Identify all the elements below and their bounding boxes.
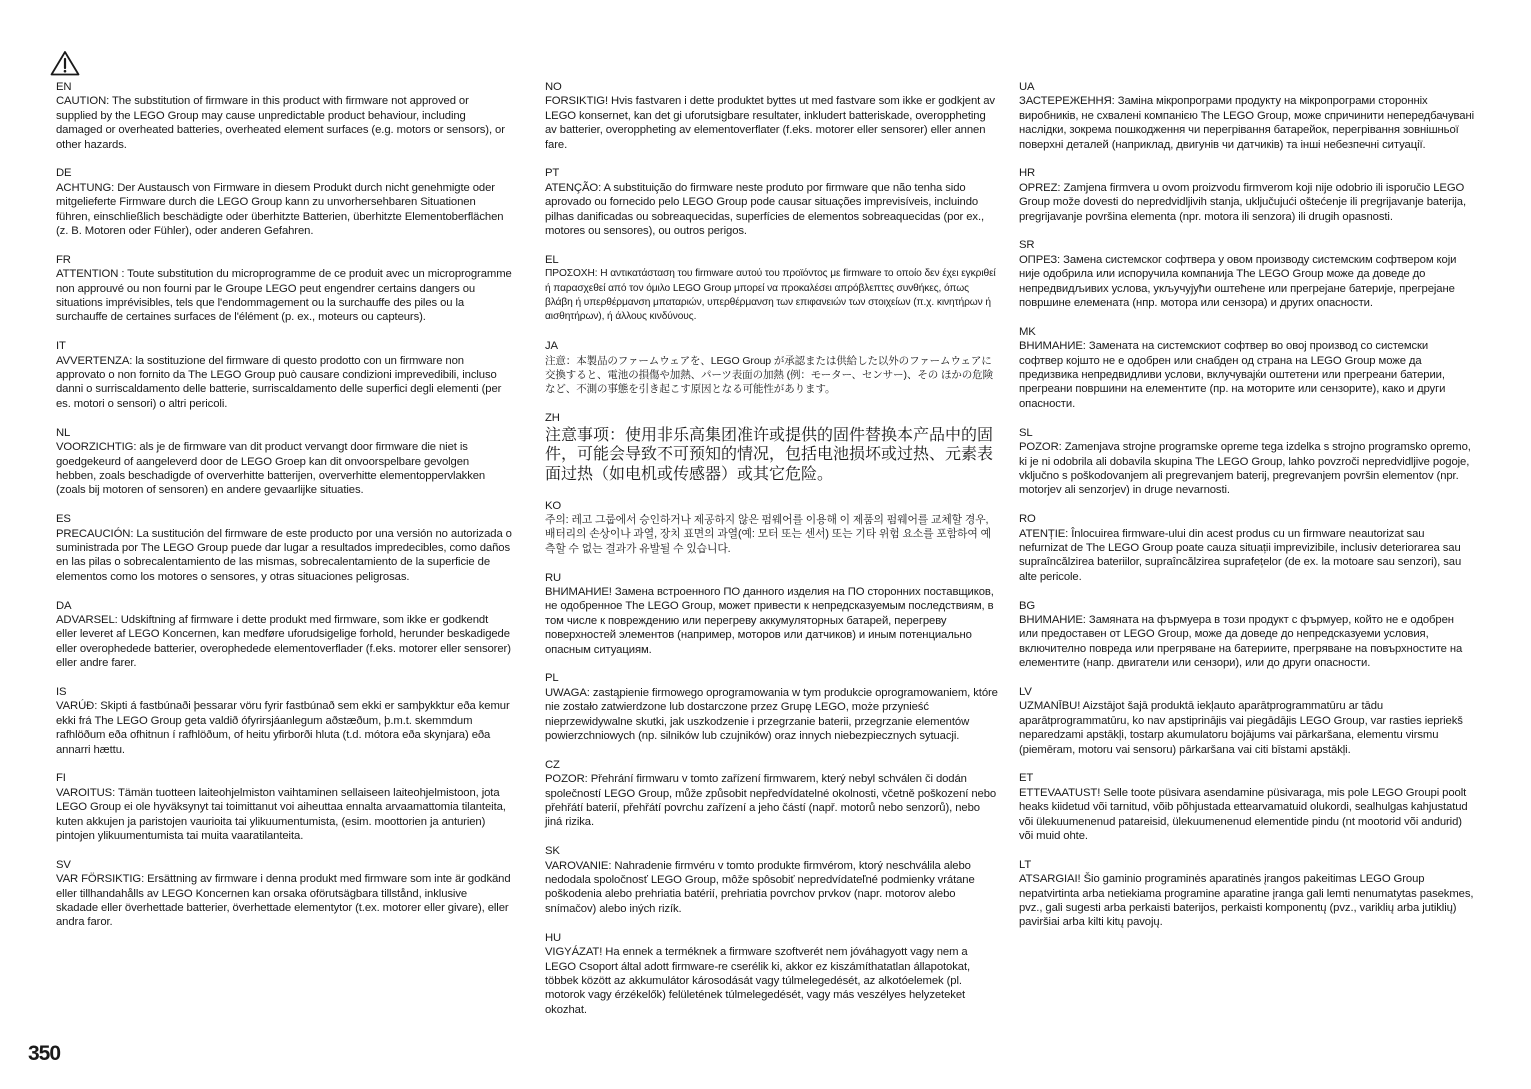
language-code: IT (56, 340, 66, 353)
warning-text: VAROITUS: Tämän tuotteen laiteohjelmiston vaihtaminen sellaiseen laiteohjelmistoon, jota LEGO Group ei ole hyväksynyt tai toimittanut voi aiheuttaa ennalta arvaamattomia tilanteita, kuten akkujen ja paristojen vaurioita tai ylikuumentumista, (esim. moottorien ja anturien) pintojen ylikuumentumista tai muita vaaratilanteita. (56, 786, 506, 842)
column-1 (56, 80, 512, 944)
language-code: ET (1019, 772, 1034, 785)
language-code: DE (56, 167, 72, 180)
warning-section-ro (1019, 512, 1475, 584)
language-code: RO (1019, 513, 1036, 526)
warning-section-pt (545, 166, 999, 238)
warning-text: ATENÇÃO: A substituição do firmware neste produto por firmware que não tenha sido aprovado ou fornecido pelo LEGO Group pode causar situações imprevisíveis, incluindo pilhas danificadas ou sobreaquecidas, superfícies de elementos sobreaquecidas (por ex., motores ou sensores), ou outros perigos. (545, 181, 985, 238)
warning-section-hu (545, 931, 999, 1017)
warning-text: 주의: 레고 그룹에서 승인하거나 제공하지 않은 펌웨어를 이용해 이 제품의 펌웨어를 교체할 경우, 배터리의 손상이나 과열, 장치 표면의 과열(예: 모터 또는 센서) 또는 기타 위험 요소를 포함하여 예측할 수 없는 결과가 유발될 수 있습니다. (545, 513, 991, 555)
warning-text: ВНИМАНИЕ! Замена встроенного ПО данного изделия на ПО сторонних поставщиков, не одобренное The LEGO Group, может привести к непредсказуемым последствиям, в том числе к повреждению или перегреву аккумуляторных батарей, перегреву поверхностей элементов (например, моторов или датчиков) и иным потенциально опасным ситуациям. (545, 586, 994, 656)
language-code: KO (545, 499, 562, 512)
warning-text: VOORZICHTIG: als je de firmware van dit product vervangt door firmware die niet is goedgekeurd of aangeleverd door de LEGO Groep kan dit onvoorspelbare gevolgen hebben, zoals beschadigde of oververhitte batterijen, oververhitte elementoppervlakken (zoals bij motoren of sensoren) en andere gevaarlijke situaties. (56, 441, 486, 497)
warning-section-da (56, 599, 512, 671)
warning-text: VIGYÁZAT! Ha ennek a terméknek a firmware szoftverét nem jóváhagyott vagy nem a LEGO Csoport által adott firmware-re cserélik ki, akkor ez kiszámíthatatlan állapotokat, többek között az akkumulátor károsodását vagy túlmelegedését, az alkotóelemek (pl. motorok vagy érzékelők) felületének túlmelegedését, vagy más veszélyes helyzeteket okozhat. (545, 946, 971, 1016)
warning-text: UZMANĪBU! Aizstājot šajā produktā iekļauto aparātprogrammatūru ar tādu aparātprogrammatūru, ko nav apstiprinājis vai piegādājis LEGO Group, var rasties iepriekš neparedzami apstākļi, tostarp akumulatoru bojājums vai pārkaršana, elementu virsmu (piemēram, motoru vai sensoru) pārkaršana vai citi bīstami apstākļi. (1019, 700, 1463, 756)
warning-section-sv (56, 858, 512, 930)
warning-section-lt (1019, 858, 1475, 930)
warning-text: ΠΡΟΣΟΧΗ: Η αντικατάσταση του firmware αυτού του προϊόντος με firmware το οποίο δεν έχει εγκριθεί ή παρασχεθεί από τον όμιλο LEGO Group μπορεί να προκαλέσει απρόβλεπτες συνθήκες, όπως βλάβη ή υπερθέρμανση μπαταριών, υπερθέρμανση των επιφανειών των στοιχείων (π.χ. κινητήρων ή αισθητήρων), ή άλλους κινδύνους. (545, 268, 996, 323)
warning-section-zh (545, 411, 999, 484)
warning-section-ru (545, 571, 999, 657)
language-code: SR (1019, 239, 1035, 252)
warning-text: ATENȚIE: Înlocuirea firmware-ului din acest produs cu un firmware neautorizat sau nefurnizat de The LEGO Group poate cauza situații imprevizibile, inclusiv deteriorarea sau supraîncălzirea bateriilor, supraîncălzirea suprafețelor (de ex. la motoare sau senzori), sau alte pericole. (1019, 527, 1462, 583)
warning-section-fr (56, 253, 512, 325)
warning-text: ВНИМАНИЕ: Замяната на фърмуера в този продукт с фърмуер, който не е одобрен или предоставен от LEGO Group, може да доведе до непредсказуеми условия, включително повреда или прегряване на батериите, прегряване на повърхностите на елементите (напр. двигатели или сензори), или до други опасности. (1019, 613, 1463, 670)
language-code: LV (1019, 685, 1032, 698)
warning-text: ЗАСТЕРЕЖЕННЯ: Заміна мікропрограми продукту на мікропрограми сторонніх виробників, не схвалені компанією The LEGO Group, може спричинити непередбачувані наслідки, зокрема пошкодження чи перегрівання батарейок, перегрівання зовнішньої поверхні деталей (наприклад, двигунів чи датчиків) та інші небезпечні ситуації. (1019, 95, 1475, 151)
language-code: NO (545, 81, 562, 93)
column-2 (545, 80, 999, 1032)
warning-text: 注意事项：使用非乐高集团准许或提供的固件替换本产品中的固件，可能会导致不可预知的情况，包括电池损坏或过热、元素表面过热（如电机或传感器）或其它危险。 (545, 426, 994, 483)
column-3 (1019, 80, 1475, 944)
warning-text: POZOR: Zamenjava strojne programske opreme tega izdelka s strojno programsko opremo, ki je ni odobrila ali dobavila skupina The LEGO Group, lahko povzroči nepredvidljive pogoje, vključno s poškodovanjem ali pregrevanjem baterij, pregrevanjem površin elementov (npr. motorjev ali senzorjev) in druge nevarnosti. (1019, 441, 1471, 497)
language-code: CZ (545, 758, 560, 771)
language-code: LT (1019, 858, 1032, 871)
language-code: EL (545, 253, 559, 266)
warning-section-ko (545, 499, 999, 557)
language-code: IS (56, 685, 67, 698)
warning-text: ADVARSEL: Udskiftning af firmware i dette produkt med firmware, som ikke er godkendt eller leveret af LEGO Koncernen, kan medføre uforudsigelige forhold, herunder beskadigede eller overophedede batterier, overophedede elementoverflader (f.eks. motorer eller sensorer) eller andre farer. (56, 613, 511, 670)
warning-section-en (56, 80, 512, 152)
warning-text: ATTENTION : Toute substitution du microprogramme de ce produit avec un microprogramme non approuvé ou non fourni par le Groupe LEGO peut engendrer certains dangers ou situations imprévisibles, tels que l'endommagement ou la surchauffe des piles ou la surchauffe de certaines surfaces de l'élément (p. ex., moteurs ou capteurs). (56, 268, 512, 324)
warning-section-hr (1019, 166, 1475, 224)
warning-text: ACHTUNG: Der Austausch von Firmware in diesem Produkt durch nicht genehmigte oder mitgelieferte Firmware durch die LEGO Group kann zu unvorhersehbaren Situationen führen, einschließlich beschädigte oder überhitzte Batterien, überhitzte Elementoberflächen (z. B. Motoren oder Fühler), oder anderen Gefahren. (56, 181, 504, 238)
language-code: ZH (545, 412, 560, 425)
warning-text: VAR FÖRSIKTIG: Ersättning av firmware i denna produkt med firmware som inte är godkänd eller tillhandahålls av LEGO Koncernen kan orsaka oförutsägbara tillstånd, inklusive skadade eller överhettade batterier, överhettade elementytor (t.ex. motorer eller givare), eller andra faror. (56, 873, 511, 929)
language-code: UA (1019, 81, 1035, 93)
language-code: FR (56, 253, 71, 266)
warning-section-ja (545, 339, 999, 397)
warning-section-es (56, 512, 512, 584)
language-code: BG (1019, 599, 1036, 612)
language-code: EN (56, 81, 72, 93)
warning-section-el (545, 253, 999, 325)
warning-text: ВНИМАНИЕ: Замената на системскиот софтвер во овој производ со системски софтвер којшто не е одобрен или снабден од страна на LEGO Group може да предизвика непредвидливи услови, вклучувајќи оштетени или прегреани батерии, прегреани површини на елементите (пр. на моторите или сензорите), како и други опасности. (1019, 340, 1446, 410)
warning-section-sl (1019, 426, 1475, 498)
language-code: MK (1019, 325, 1036, 338)
warning-text: ETTEVAATUST! Selle toote püsivara asendamine püsivaraga, mis pole LEGO Groupi poolt heaks kiidetud või tarnitud, võib põhjustada ettearvamatuid olukordi, sealhulgas kahjustatud või ülekuumenenud patareisid, ülekuumenenud elementide pindu (nt mootorid või andurid) või muid ohte. (1019, 786, 1468, 842)
language-code: FI (56, 772, 66, 785)
warning-text: ОПРЕЗ: Замена системског софтвера у овом производу системским софтвером који није одобрила или испоручила компанија The LEGO Group може да доведе до непредвидљивих услова, укључујући оштећене или прегрејане батерије, прегрејане површине елемената (нпр. мотора или сензора) и других опасности. (1019, 253, 1457, 310)
warning-section-cz (545, 758, 999, 830)
warning-section-pl (545, 671, 999, 743)
warning-section-lv (1019, 685, 1475, 757)
language-code: SV (56, 858, 71, 871)
warning-section-it (56, 339, 512, 411)
warning-text: CAUTION: The substitution of firmware in this product with firmware not approved or supplied by the LEGO Group may cause unpredictable product behaviour, including damaged or overheated batteries, overheated element surfaces (e.g. motors or sensors), or other hazards. (56, 95, 505, 151)
warning-section-et (1019, 771, 1475, 843)
warning-section-nl (56, 426, 512, 498)
language-code: HU (545, 931, 562, 944)
language-code: NL (56, 426, 71, 439)
warning-section-fi (56, 771, 512, 843)
warning-text: ATSARGIAI! Šio gaminio programinės aparatinės įrangos pakeitimas LEGO Group nepatvirtinta arba netiekiama programine aparatine įranga gali lemti nenumatytas pasekmes, pvz., gali sugesti arba perkaisti baterijos, perkaisti komponentų (pvz., variklių arba jutiklių) paviršiai arba kilti kitų pavojų. (1019, 873, 1474, 929)
language-code: DA (56, 599, 72, 612)
language-code: RU (545, 571, 562, 584)
page-number: 350 (28, 1042, 61, 1065)
warning-text: FORSIKTIG! Hvis fastvaren i dette produktet byttes ut med fastvare som ikke er godkjent av LEGO konsernet, kan det gi uforutsigbare resultater, inkludert batteriskade, overoppheting av batterier, overoppheting av elementoverflater (f.eks. motorer eller sensorer) eller annen fare. (545, 95, 995, 151)
warning-text: PRECAUCIÓN: La sustitución del firmware de este producto por una versión no autorizada o suministrada por The LEGO Group puede dar lugar a resultados impredecibles, como daños en las pilas o sobrecalentamiento de las mismas, sobrecalentamiento de la superficie de elementos como los motores o sensores, y otras situaciones peligrosas. (56, 527, 512, 583)
warning-section-no (545, 80, 999, 152)
language-code: PT (545, 167, 560, 180)
warning-section-is (56, 685, 512, 757)
warning-text: VARÚÐ: Skipti á fastbúnaði þessarar vöru fyrir fastbúnað sem ekki er samþykktur eða kemur ekki frá The LEGO Group geta valdið ófyrirsjáanlegum aðstæðum, þ.m.t. skemmdum rafhlöðum eða ofhitnun í rafhlöðum, of heitu yfirborði hluta (t.d. mótora eða skynjara) eða annarri hættu. (56, 700, 510, 756)
language-code: ES (56, 513, 71, 526)
warning-text: UWAGA: zastąpienie firmowego oprogramowania w tym produkcie oprogramowaniem, które nie zostało zatwierdzone lub dostarczone przez Grupę LEGO, może przynieść nieprzewidywalne skutki, jak uszkodzenie i przegrzanie baterii, przegrzanie elementów powierzchniowych (np. silników lub czujników) oraz innych niebezpiecznych sytuacji. (545, 686, 998, 743)
warning-section-sr (1019, 238, 1475, 310)
warning-text: 注意：本製品のファームウェアを、LEGO Group が承認または供給した以外のファームウェアに交換すると、電池の損傷や加熱、パーツ表面の加熱 (例：モーター、センサー)、その ほかの危険など、不測の事態を引き起こす原因となる可能性があります。 (545, 354, 993, 396)
language-code: JA (545, 340, 558, 353)
warning-text: POZOR: Přehrání firmwaru v tomto zařízení firmwarem, který nebyl schválen či dodán společností LEGO Group, může způsobit nepředvídatelné okolnosti, včetně poškození nebo přehřátí baterií, přehřátí povrchu zařízení a jeho částí (např. motorů nebo senzorů), nebo jiná rizika. (545, 773, 997, 829)
warning-text: OPREZ: Zamjena firmvera u ovom proizvodu firmverom koji nije odobrio ili isporučio LEGO Group može dovesti do nepredvidljivih stanja, uključujući oštećenje ili pregrijavanje baterija, pregrijavanje površina elementa (npr. motora ili senzora) ili drugih opasnosti. (1019, 181, 1467, 223)
warning-text: VAROVANIE: Nahradenie firmvéru v tomto produkte firmvérom, ktorý neschválila alebo nedodala spoločnosť LEGO Group, môže spôsobiť nepredvídateľné podmienky vrátane poškodenia alebo prehriatia batérií, prehriatia povrchov prvkov (napr. motorov alebo snímačov) alebo iných rizík. (545, 859, 975, 915)
language-code: PL (545, 672, 559, 685)
warning-section-sk (545, 844, 999, 916)
language-code: SL (1019, 426, 1033, 439)
warning-section-de (56, 166, 512, 238)
warning-section-bg (1019, 599, 1475, 671)
language-code: SK (545, 845, 560, 858)
language-code: HR (1019, 167, 1036, 180)
warning-triangle-icon (50, 50, 80, 76)
warning-section-mk (1019, 325, 1475, 411)
warning-text: AVVERTENZA: la sostituzione del firmware di questo prodotto con un firmware non approvato o non fornito da The LEGO Group può causare condizioni imprevedibili, incluso danni o surriscaldamento delle batterie, surriscaldamento delle superfici degli elementi (per es. motori o sensori) o altri pericoli. (56, 354, 502, 410)
warning-section-ua (1019, 80, 1475, 152)
